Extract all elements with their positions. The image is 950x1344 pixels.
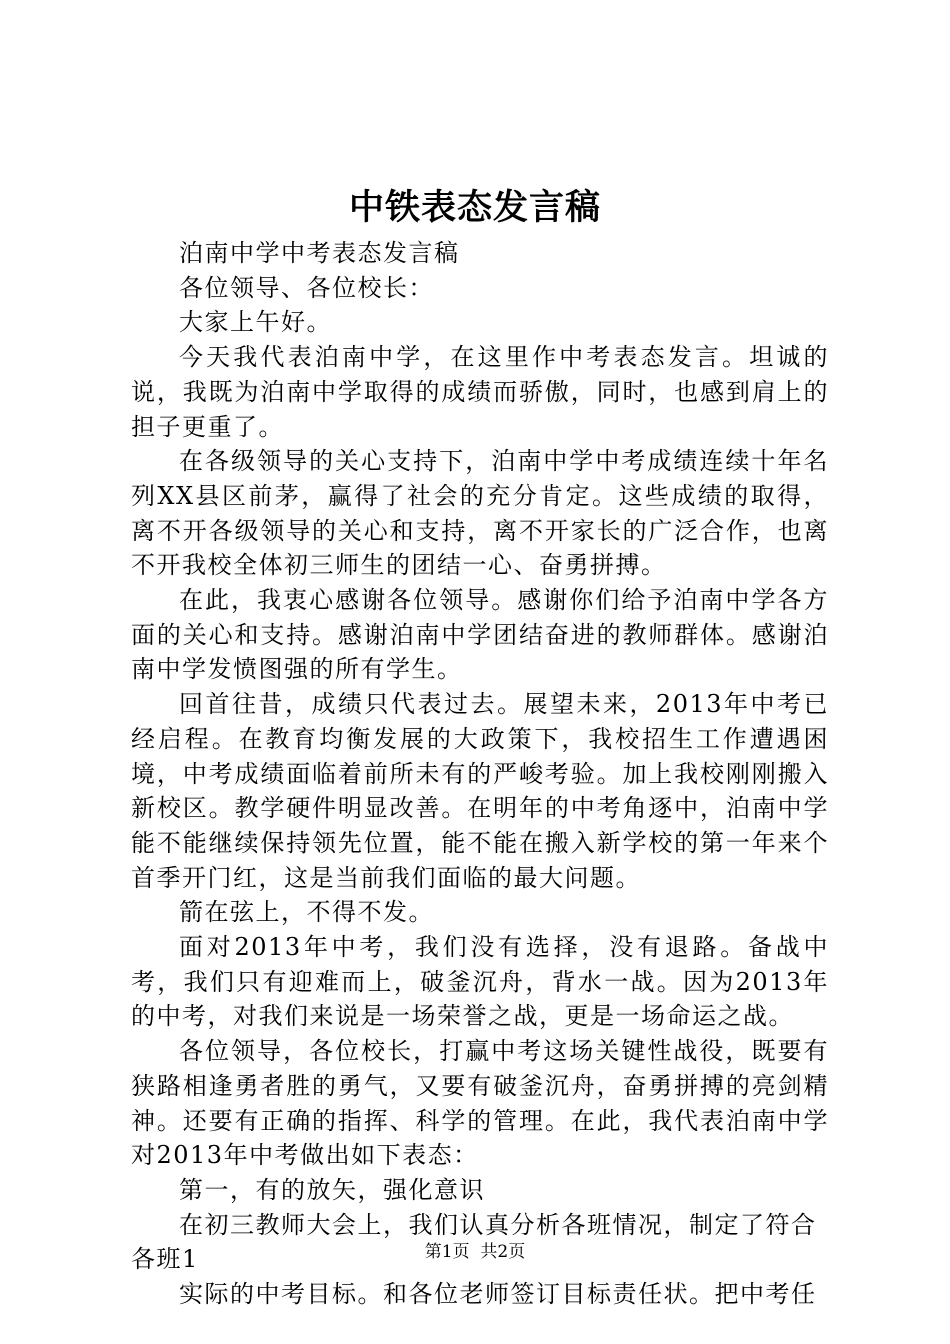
paragraph-heading: 泊南中学中考表态发言稿 xyxy=(179,239,460,267)
paragraph: 各位领导，各位校长，打赢中考这场关键性战役，既要有狭路相逢勇者胜的勇气，又要有破釜沉舟，奋勇拼搏的亮剑精神。还要有正确的指挥、科学的管理。在此，我代表泊南中学对2013年中考做出如下表态： xyxy=(131,1037,829,1170)
paragraph: 回首往昔，成绩只代表过去。展望未来，2013年中考已经启程。在教育均衡发展的大政策下，我校招生工作遭遇困境，中考成绩面临着前所未有的严峻考验。加上我校刚刚搬入新校区。教学硬件明显改善。在明年的中考角逐中，泊南中学能不能继续保持领先位置，能不能在搬入新学校的第一年来个首季开门红，这是当前我们面临的最大问题。 xyxy=(131,690,829,892)
paragraph: 在此，我衷心感谢各位领导。感谢你们给予泊南中学各方面的关心和支持。感谢泊南中学团结奋进的教师群体。感谢泊南中学发愤图强的所有学生。 xyxy=(131,586,829,684)
paragraph: 箭在弦上，不得不发。 xyxy=(179,898,434,927)
paragraph: 实际的中考目标。和各位老师签订目标责任状。把中考任 xyxy=(179,1280,817,1309)
paragraph-section-heading: 第一，有的放矢，强化意识 xyxy=(179,1175,485,1204)
paragraph: 在初三教师大会上，我们认真分析各班情况，制定了符合各班1 xyxy=(131,1210,817,1274)
paragraph-greeting: 大家上午好。 xyxy=(179,308,332,337)
document-body xyxy=(131,236,829,1312)
page-number-footer: 第1页 共2页 xyxy=(424,1242,526,1262)
document-title: 中铁表态发言稿 xyxy=(348,187,601,228)
paragraph: 在各级领导的关心支持下，泊南中学中考成绩连续十年名列XX县区前茅，赢得了社会的充分肯定。这些成绩的取得，离不开各级领导的关心和支持，离不开家长的广泛合作，也离不开我校全体初三师生的团结一心、奋勇拼搏。 xyxy=(131,447,829,580)
paragraph-salutation: 各位领导、各位校长： xyxy=(179,273,434,302)
paragraph: 面对2013年中考，我们没有选择，没有退路。备战中考，我们只有迎难而上，破釜沉舟，背水一战。因为2013年的中考，对我们来说是一场荣誉之战，更是一场命运之战。 xyxy=(131,933,829,1031)
paragraph: 今天我代表泊南中学，在这里作中考表态发言。坦诚的说，我既为泊南中学取得的成绩而骄傲，同时，也感到肩上的担子更重了。 xyxy=(131,343,829,441)
